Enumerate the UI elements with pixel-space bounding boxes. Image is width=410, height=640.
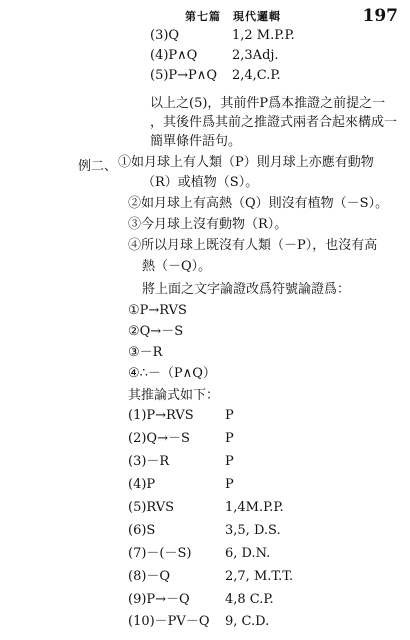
premise-line: （R）或植物（S）。	[142, 175, 259, 190]
derivation-statement: (4)P	[128, 477, 156, 492]
derivation-statement: (1)P→RVS	[128, 408, 194, 423]
derivation-rule: 2,7, M.T.T.	[225, 569, 294, 584]
symbolic-line: ④∴－（P∧Q）	[128, 366, 216, 381]
symbolic-line: ②Q→－S	[128, 324, 184, 339]
premise-line: ③今月球上沒有動物（R）。	[128, 217, 288, 232]
derivation-rule: 6, D.N.	[225, 546, 271, 561]
derivation-rule: 2,3Adj.	[232, 48, 279, 63]
derivation-statement: (2)Q→－S	[128, 431, 190, 446]
derivation-statement: (8)－Q	[128, 569, 171, 584]
paragraph-line: 簡單條件語句。	[150, 134, 242, 149]
derivation-statement: (5)P→P∧Q	[150, 68, 217, 83]
premise-line: ④所以月球上既沒有人類（－P），也沒有高	[128, 238, 378, 253]
derivation-rule: 4,8 C.P.	[225, 592, 274, 607]
symbolic-line: ③－R	[128, 345, 163, 360]
derivation-rule: 9, C.D.	[225, 614, 270, 629]
derivation-rule: 3,5, D.S.	[225, 523, 281, 538]
derivation-statement: (3)－R	[128, 454, 170, 469]
derivation-rule: 1,2 M.P.P.	[232, 28, 295, 43]
derivation-rule: 1,4M.P.P.	[225, 500, 284, 515]
derivation-statement: (6)S	[128, 523, 156, 538]
premise-line: 熱（－Q）。	[142, 259, 212, 274]
transition-line: 將上面之文字論證改爲符號論證爲：	[142, 282, 351, 297]
example-label: 例二、	[78, 159, 118, 174]
derivation-rule: 2,4,C.P.	[232, 68, 281, 83]
derivation-statement: (10)－PV－Q	[128, 614, 210, 629]
derivation-statement: (9)P→－Q	[128, 592, 190, 607]
derivation-title: 其推論式如下：	[128, 388, 220, 403]
derivation-statement: (3)Q	[150, 28, 180, 43]
running-head: 第七篇 現代邏輯	[185, 10, 281, 23]
derivation-rule: P	[225, 477, 234, 492]
page-number: 197	[362, 6, 398, 26]
premise-line: ②如月球上有高熱（Q）則沒有植物（－S）。	[128, 196, 389, 211]
page-header	[0, 6, 410, 30]
derivation-rule: P	[225, 408, 234, 423]
derivation-statement: (5)RVS	[128, 500, 175, 515]
derivation-rule: P	[225, 431, 234, 446]
derivation-statement: (4)P∧Q	[150, 48, 198, 63]
derivation-statement: (7)－(－S)	[128, 546, 192, 561]
paragraph-line: 以上之(5)，其前件P爲本推證之前提之一	[150, 96, 386, 111]
symbolic-line: ①P→RVS	[128, 303, 187, 318]
derivation-rule: P	[225, 454, 234, 469]
premise-line: ①如月球上有人類（P）則月球上亦應有動物	[118, 155, 374, 170]
paragraph-line: ，其後件爲其前之推證式兩者合起來構成一	[150, 115, 398, 130]
